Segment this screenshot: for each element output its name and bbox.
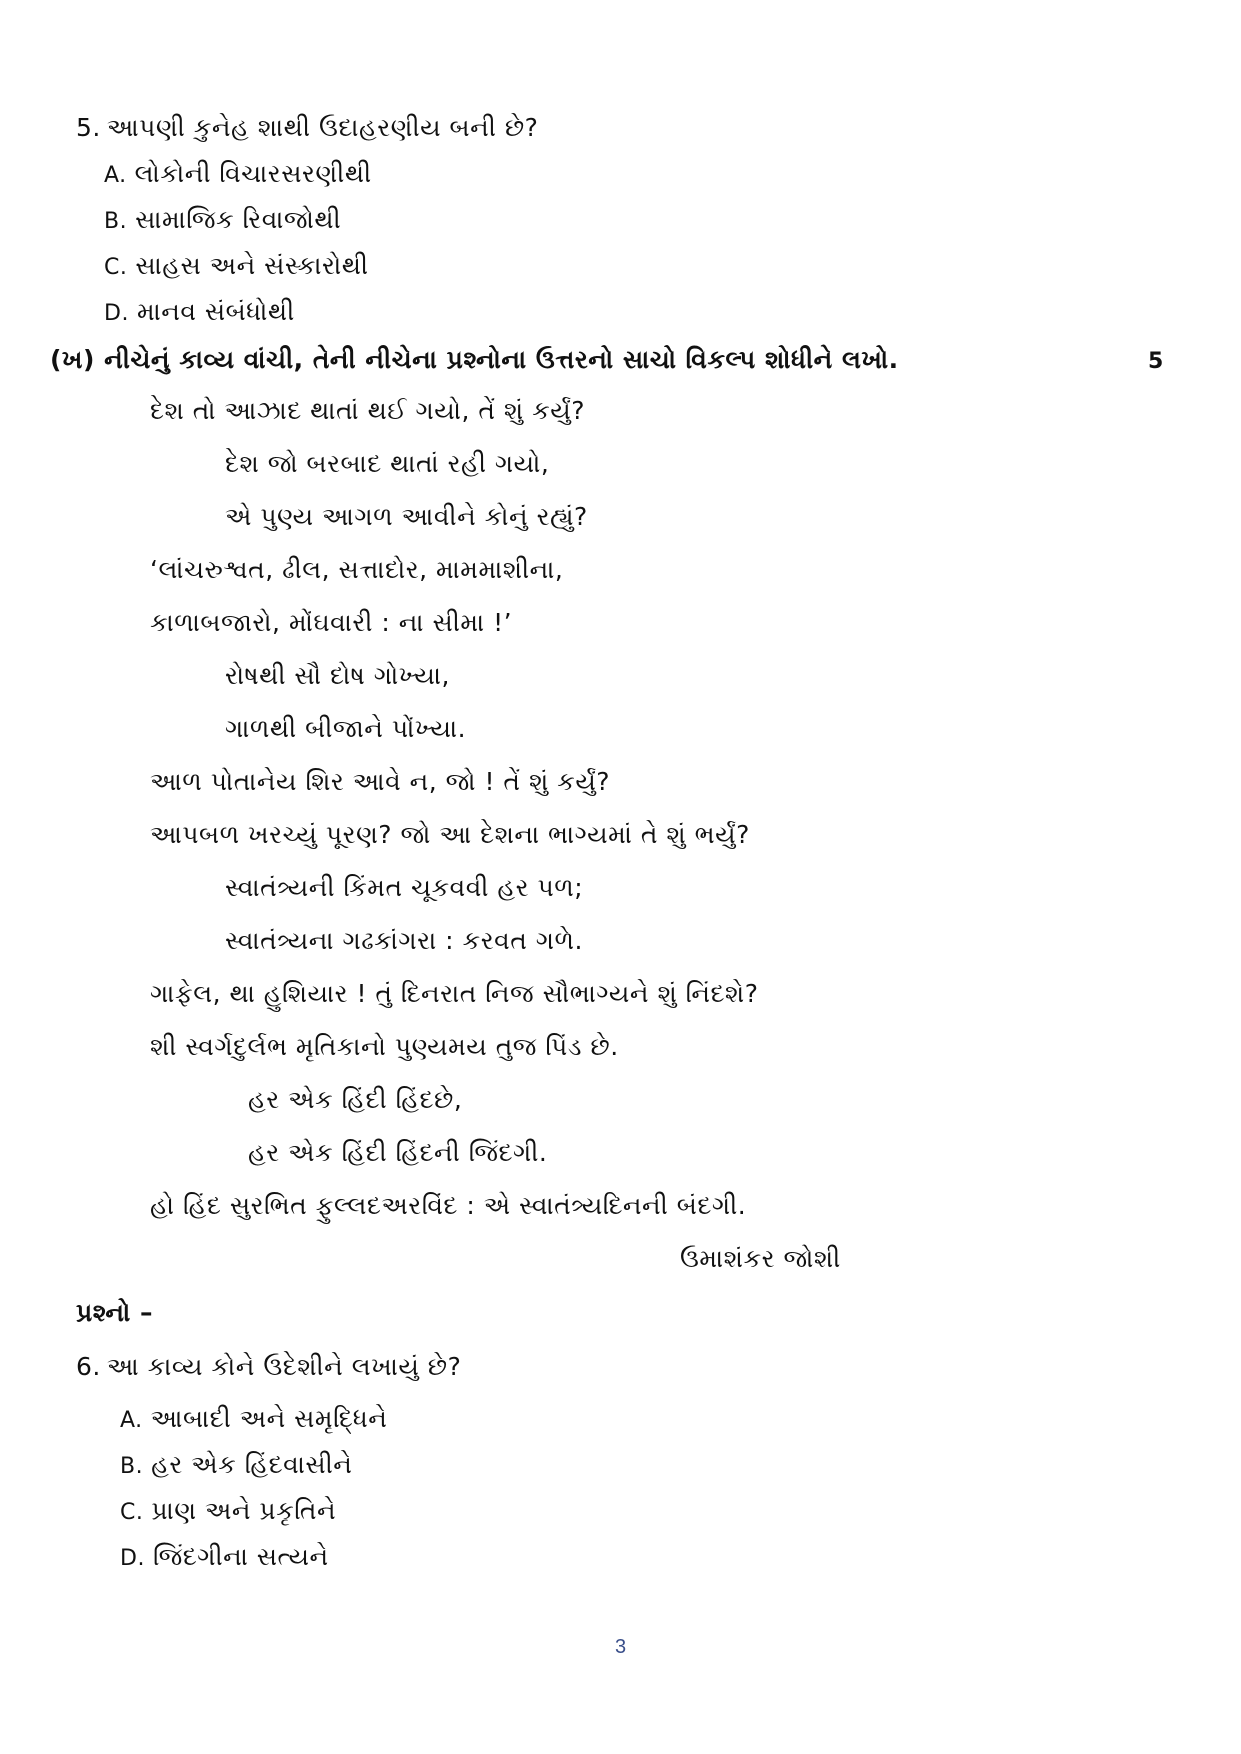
poem-line: આળ પોતાનેય શિર આવે ન, જો ! તેં શું કર્યું? — [150, 767, 611, 796]
option-letter: B. — [104, 209, 128, 234]
poem-author: ઉમાશંકર જોશી — [680, 1244, 841, 1273]
question-number: 6. — [76, 1352, 101, 1381]
poem-line: સ્વાતંત્ર્યના ગઢકાંગરા : કરવત ગળે. — [225, 926, 583, 955]
option-c — [120, 1494, 336, 1530]
option-letter: A. — [120, 1408, 143, 1433]
option-text: માનવ સંબંધોથી — [136, 297, 295, 326]
poem-line: આપબળ ખરચ્યું પૂરણ? જો આ દેશના ભાગ્યમાં તે શું ભર્યું? — [150, 820, 750, 849]
poem-line: ગાળથી બીજાને પોંખ્યા. — [225, 714, 467, 743]
poem-line: દેશ તો આઝાદ થાતાં થઈ ગયો, તેં શું કર્યું? — [150, 396, 586, 425]
option-text: લોકોની વિચારસરણીથી — [134, 159, 372, 188]
section-heading: (ખ) નીચેનું કાવ્ય વાંચી, તેની નીચેના પ્રશ્નોના ઉત્તરનો સાચો વિકલ્પ શોધીને લખો. — [50, 345, 899, 374]
option-letter: C. — [120, 1500, 144, 1525]
poem-line: હર એક હિંદી હિંદની જિંદગી. — [248, 1138, 548, 1167]
poem-line: કાળાબજારો, મોંઘવારી : ના સીમા !’ — [150, 608, 513, 637]
option-b — [104, 203, 341, 239]
question-text: આ કાવ્ય કોને ઉદેશીને લખાયું છે? — [106, 1352, 462, 1381]
poem-line: સ્વાતંત્ર્યની કિંમત ચૂકવવી હર પળ; — [225, 873, 584, 902]
question-5 — [76, 111, 538, 145]
option-d — [104, 295, 295, 331]
option-letter: C. — [104, 255, 128, 280]
option-b — [120, 1448, 352, 1484]
poem-line: એ પુણ્ય આગળ આવીને કોનું રહ્યું? — [225, 502, 588, 531]
option-d — [120, 1540, 329, 1576]
poem-line: ‘લાંચરુશ્વત, ઢીલ, સત્તાદોર, મામમાશીના, — [150, 555, 564, 584]
section-marks: 5 — [1148, 349, 1164, 374]
option-text: જિંદગીના સત્યને — [152, 1542, 329, 1571]
poem-line: હર એક હિંદી હિંદછે, — [248, 1085, 463, 1114]
poem-line: ગાફેલ, થા હુશિયાર ! તું દિનરાત નિજ સૌભાગ્યને શું નિંદશે? — [150, 979, 759, 1008]
question-number: 5. — [76, 113, 101, 142]
option-text: આબાદી અને સમૃદ્ધિને — [150, 1404, 388, 1433]
option-a — [104, 157, 372, 193]
option-letter: D. — [104, 301, 129, 326]
question-text: આપણી કુનેહ શાથી ઉદાહરણીય બની છે? — [106, 113, 539, 142]
poem-line: હો હિંદ સુરભિત ફુલ્લદઅરવિંદ : એ સ્વાતંત્ર્યદિનની બંદગી. — [150, 1191, 747, 1220]
questions-label: પ્રશ્નો – — [76, 1298, 153, 1327]
option-text: પ્રાણ અને પ્રકૃતિને — [151, 1496, 337, 1525]
poem-line: દેશ જો બરબાદ થાતાં રહી ગયો, — [225, 449, 550, 478]
option-c — [104, 249, 369, 285]
question-6 — [76, 1350, 461, 1384]
option-letter: A. — [104, 163, 127, 188]
option-text: સાહસ અને સંસ્કારોથી — [135, 251, 369, 280]
poem-line: રોષથી સૌ દોષ ગોખ્યા, — [225, 661, 450, 690]
option-text: હર એક હિંદવાસીને — [151, 1450, 353, 1479]
option-a — [120, 1402, 387, 1438]
poem-line: શી સ્વર્ગદુર્લભ મૃતિકાનો પુણ્યમય તુજ પિંડ છે. — [150, 1032, 619, 1061]
option-letter: B. — [120, 1454, 144, 1479]
page-number: 3 — [614, 1636, 627, 1658]
option-text: સામાજિક રિવાજોથી — [135, 205, 342, 234]
option-letter: D. — [120, 1546, 145, 1571]
